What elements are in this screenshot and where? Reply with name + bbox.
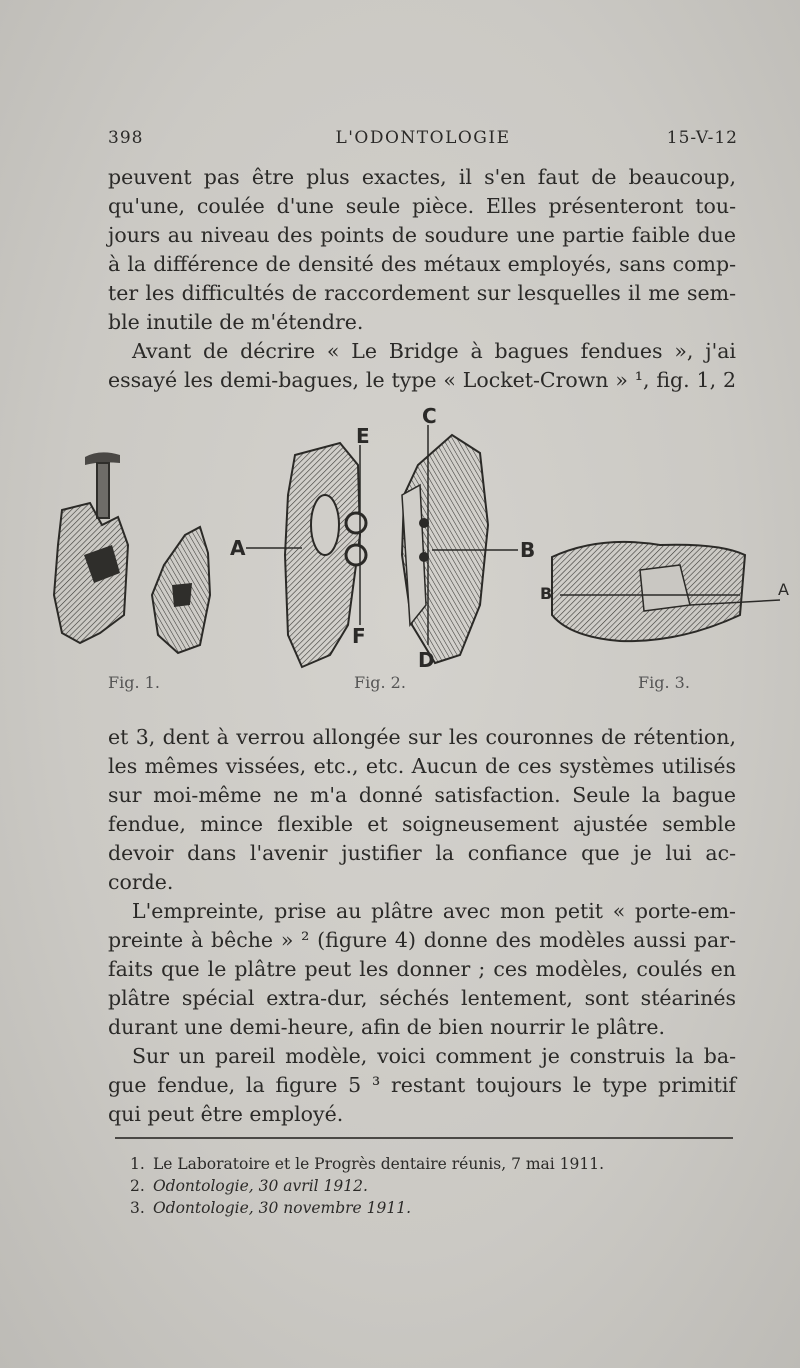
text-line: devoir dans l'avenir justifier la confiance que je lui ac- — [108, 841, 736, 865]
issue-date: 15-V-12 — [666, 128, 738, 148]
fig2-right-crown — [402, 425, 518, 663]
footnote-text: Odontologie, 30 avril 1912. — [152, 1177, 368, 1195]
running-head — [108, 128, 738, 152]
label-d: D — [418, 648, 435, 672]
text-line: essayé les demi-bagues, le type « Locket-Crown » ¹, fig. 1, 2 — [108, 368, 736, 392]
text-line: L'empreinte, prise au plâtre avec mon petit « porte-em- — [132, 899, 736, 923]
body-text-bottom — [108, 723, 736, 1129]
text-line: Sur un pareil modèle, voici comment je construis la ba- — [132, 1044, 736, 1068]
dental-figures — [40, 405, 800, 695]
text-line: ble inutile de m'étendre. — [108, 310, 364, 334]
text-line: sur moi-même ne m'a donné satisfaction. Seule la bague — [108, 783, 736, 807]
footnote-text: Le Laboratoire et le Progrès dentaire réunis, 7 mai 1911. — [152, 1155, 605, 1173]
label-b-fig2: B — [520, 538, 536, 562]
footnotes — [130, 1153, 730, 1219]
footnote-number: 2. — [130, 1177, 145, 1195]
label-b-fig3: B — [540, 584, 553, 603]
text-line: fendue, mince flexible et soigneusement ajustée semble — [108, 812, 736, 836]
footnote — [130, 1175, 730, 1197]
text-line: ter les difficultés de raccordement sur lesquelles il me sem- — [108, 281, 736, 305]
label-a-fig3: A — [778, 580, 789, 599]
label-a-fig1: A — [230, 536, 246, 560]
journal-title: L'ODONTOLOGIE — [335, 128, 511, 148]
label-e: E — [356, 424, 370, 448]
fig1-tooth-small — [152, 527, 210, 653]
text-line: jours au niveau des points de soudure une partie faible due — [108, 223, 736, 247]
text-line: preinte à bêche » ² (figure 4) donne des modèles aussi par- — [108, 928, 736, 952]
fig2-caption: Fig. 2. — [354, 673, 406, 692]
fig1-caption: Fig. 1. — [108, 673, 160, 692]
footnote-text: Odontologie, 30 novembre 1911. — [152, 1199, 412, 1217]
fig3-caption: Fig. 3. — [638, 673, 690, 692]
text-line: les mêmes vissées, etc., etc. Aucun de ces systèmes utilisés — [108, 754, 736, 778]
text-line: gue fendue, la figure 5 ³ restant toujours le type primitif — [108, 1073, 736, 1097]
label-c: C — [422, 405, 437, 428]
text-line: durant une demi-heure, afin de bien nourrir le plâtre. — [108, 1015, 665, 1039]
text-line: corde. — [108, 870, 174, 894]
footnote — [130, 1153, 730, 1175]
page-number: 398 — [108, 128, 144, 148]
footnote-rule — [115, 1137, 733, 1139]
body-text-top — [108, 163, 736, 395]
text-line: Avant de décrire « Le Bridge à bagues fendues », j'ai — [132, 339, 736, 363]
figures-illustration — [40, 405, 800, 695]
label-f: F — [352, 624, 366, 648]
text-line: plâtre spécial extra-dur, séchés lentement, sont stéarinés — [108, 986, 736, 1010]
fig1-tooth-with-pin — [54, 452, 128, 643]
text-line: faits que le plâtre peut les donner ; ces modèles, coulés en — [108, 957, 736, 981]
footnote — [130, 1197, 730, 1219]
text-line: qu'une, coulée d'une seule pièce. Elles présenteront tou- — [108, 194, 736, 218]
text-line: qui peut être employé. — [108, 1102, 344, 1126]
text-line: à la différence de densité des métaux employés, sans comp- — [108, 252, 736, 276]
footnote-number: 1. — [130, 1155, 145, 1173]
text-line: et 3, dent à verrou allongée sur les couronnes de rétention, — [108, 725, 736, 749]
footnote-number: 3. — [130, 1199, 145, 1217]
fig3-bridge — [552, 542, 780, 641]
text-line: peuvent pas être plus exactes, il s'en faut de beaucoup, — [108, 165, 736, 189]
